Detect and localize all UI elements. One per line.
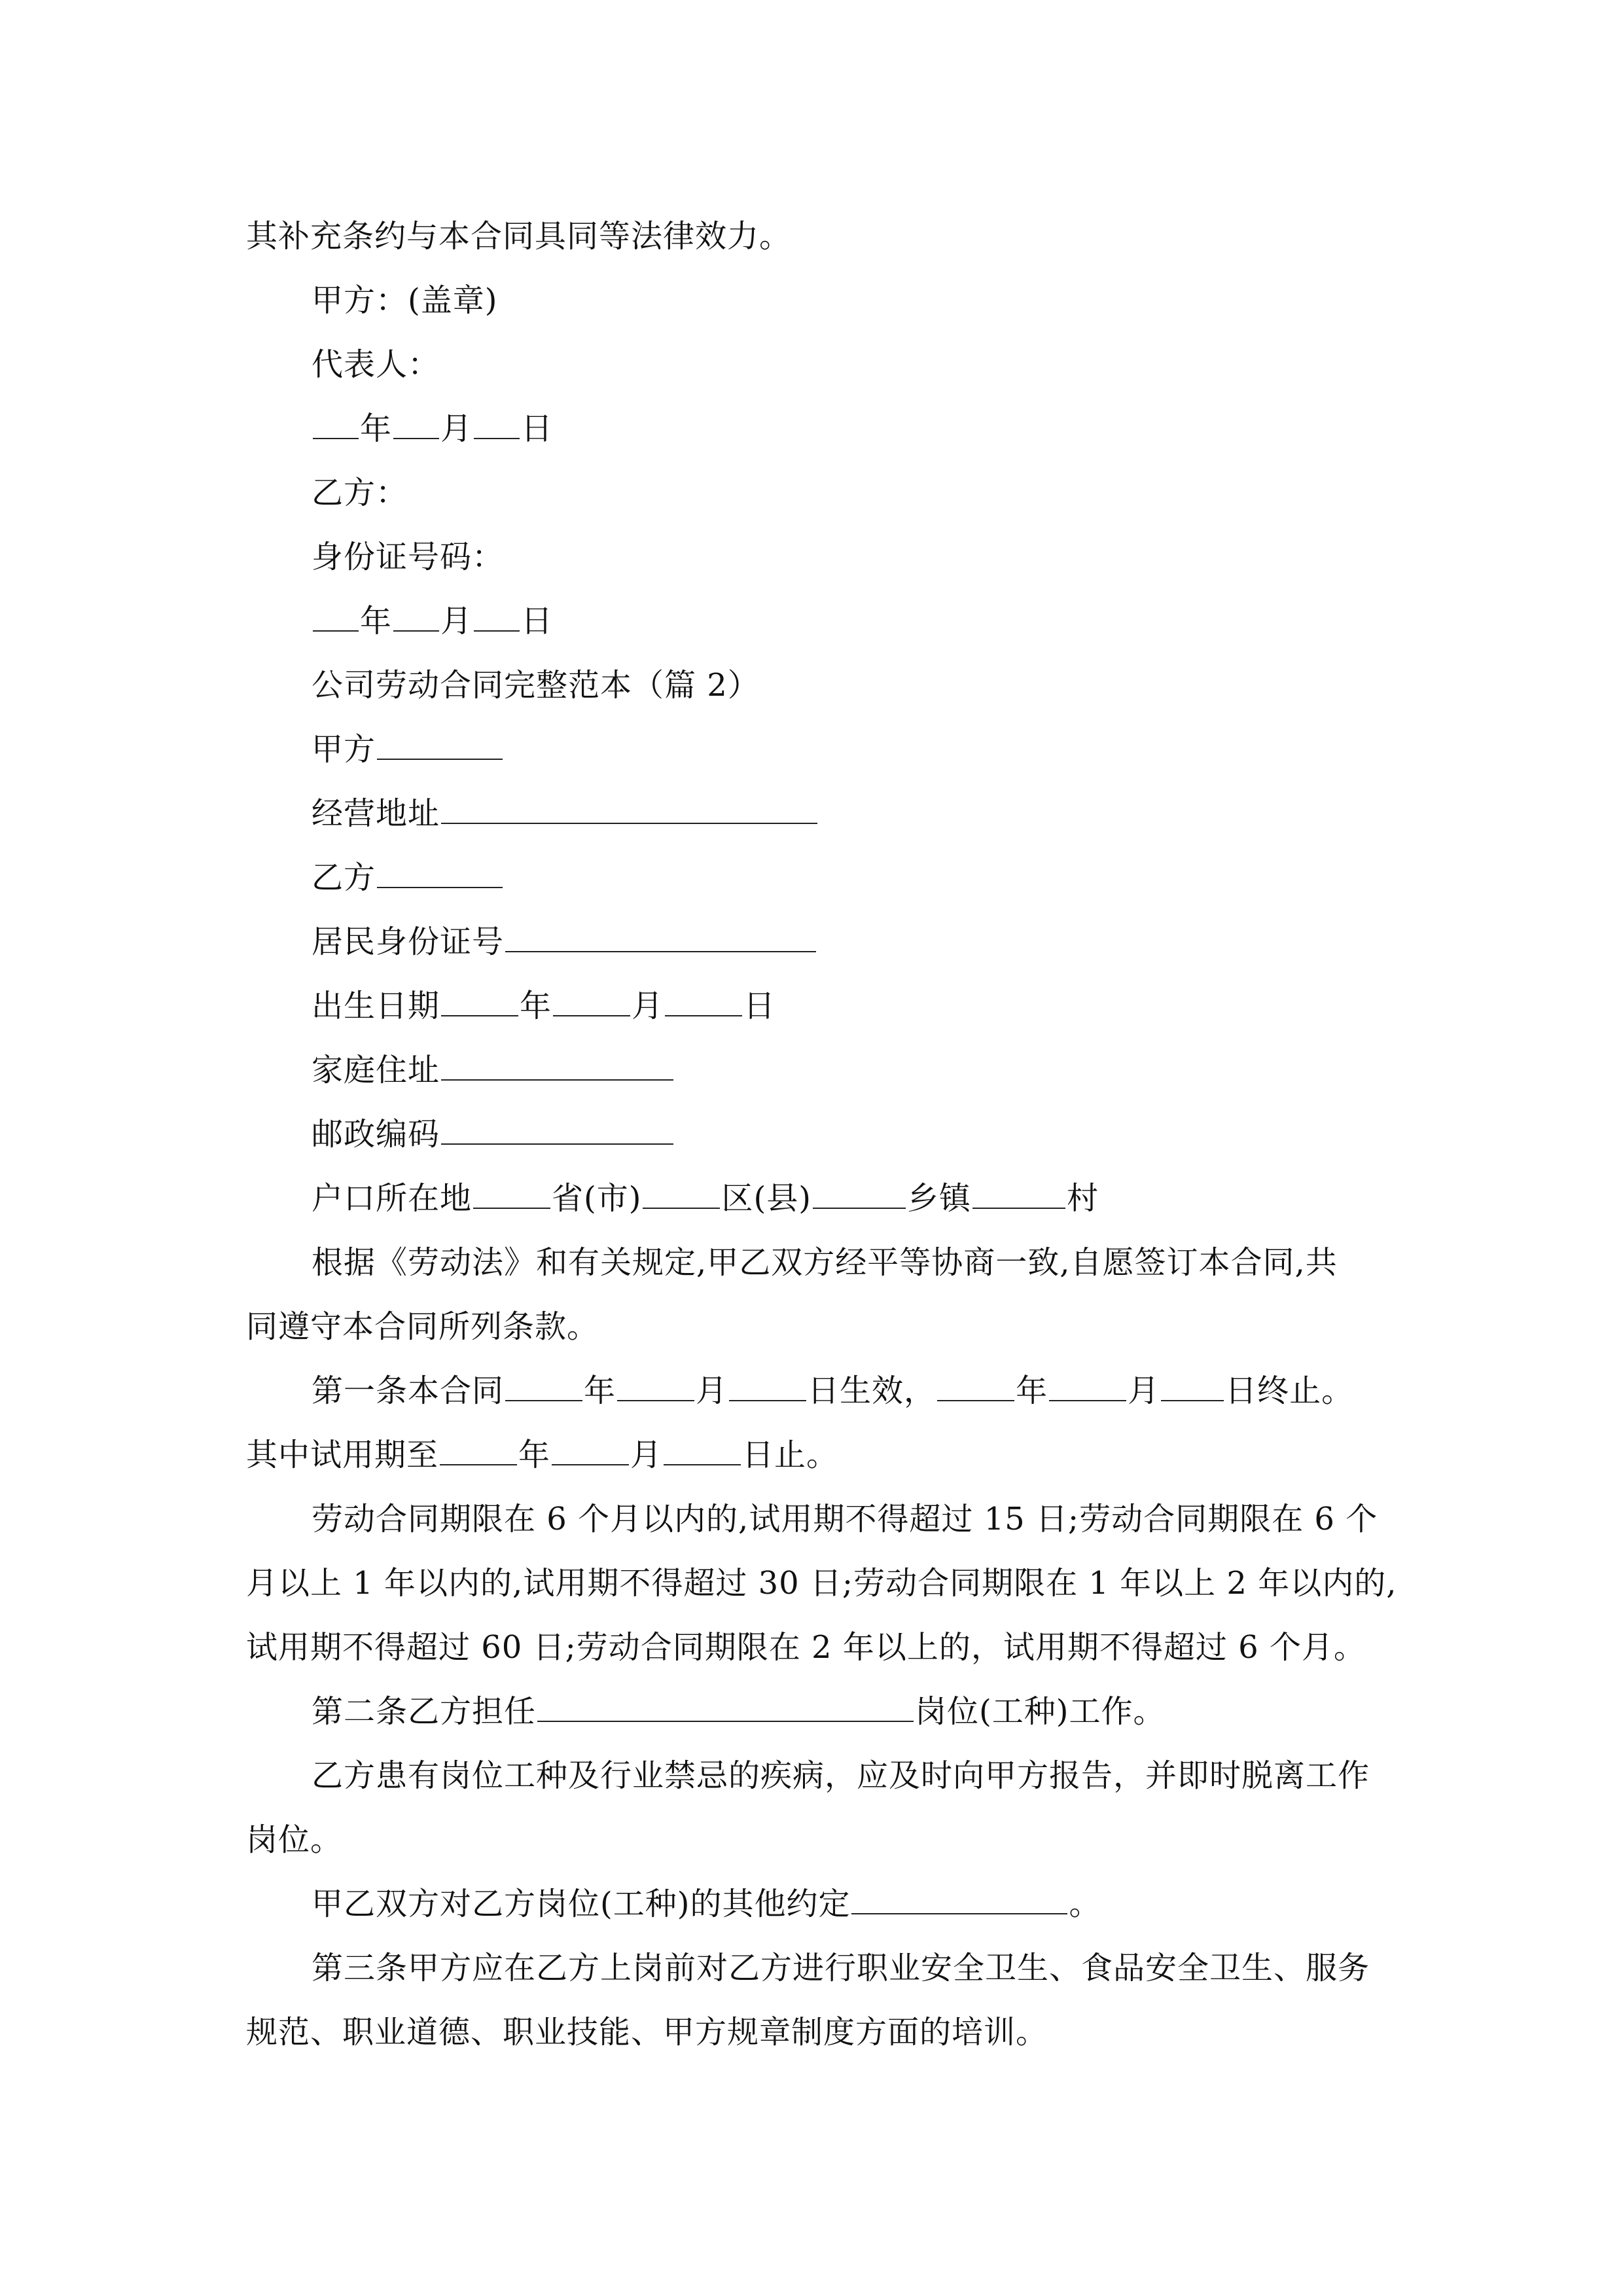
day-blank[interactable] xyxy=(474,412,520,439)
other-agreement-blank[interactable] xyxy=(851,1887,1067,1914)
article-two-line: 第二条乙方担任 岗位(工种)工作。 xyxy=(312,1693,1166,1730)
village-blank[interactable] xyxy=(972,1181,1065,1209)
end-year-blank[interactable] xyxy=(937,1374,1014,1401)
section-heading: 公司劳动合同完整范本（篇 2） xyxy=(312,667,760,704)
paragraph-line: 其补充条约与本合同具同等法律效力。 xyxy=(246,218,792,255)
township-blank[interactable] xyxy=(813,1181,906,1209)
document-body xyxy=(246,204,1397,2064)
start-day-blank[interactable] xyxy=(729,1374,806,1401)
postal-code-blank[interactable] xyxy=(441,1117,673,1145)
probation-month-blank[interactable] xyxy=(552,1438,629,1465)
party-b-field: 乙方 xyxy=(246,846,1378,910)
party-b-line: 乙方： xyxy=(312,475,408,511)
paragraph-line: 第三条甲方应在乙方上岗前对乙方进行职业安全卫生、食品安全卫生、服务 xyxy=(312,1950,1370,1986)
article-one-line: 第一条本合同 年 月 日生效， 年 月 日终止。 xyxy=(312,1372,1354,1409)
date-line-1: 年 月 日 xyxy=(246,397,1378,461)
month-blank[interactable] xyxy=(393,412,439,439)
probation-year-blank[interactable] xyxy=(440,1438,517,1465)
resident-id-blank[interactable] xyxy=(505,925,816,952)
postal-code-field: 邮政编码 xyxy=(246,1102,1378,1166)
paragraph-line: 规范、职业道德、职业技能、甲方规章制度方面的培训。 xyxy=(246,2014,1048,2051)
id-number-line: 身份证号码： xyxy=(312,539,505,575)
date-line-2: 年 月 日 xyxy=(246,589,1378,653)
business-address-blank[interactable] xyxy=(441,797,817,824)
day-blank[interactable] xyxy=(474,604,520,632)
paragraph-line: 同遵守本合同所列条款。 xyxy=(246,1308,599,1345)
paragraph-line: 根据《劳动法》和有关规定,甲乙双方经平等协商一致,自愿签订本合同,共 xyxy=(312,1244,1338,1281)
probation-line: 其中试用期至 年 月 日止。 xyxy=(246,1437,839,1473)
paragraph-line: 月以上 1 年以内的,试用期不得超过 30 日;劳动合同期限在 1 年以上 2 年以内的, xyxy=(246,1565,1397,1602)
party-a-field: 甲方 xyxy=(246,717,1378,781)
home-address-blank[interactable] xyxy=(441,1053,673,1081)
probation-day-blank[interactable] xyxy=(664,1438,741,1465)
month-blank[interactable] xyxy=(393,604,439,632)
end-day-blank[interactable] xyxy=(1161,1374,1224,1401)
position-blank[interactable] xyxy=(537,1695,914,1722)
birth-month-blank[interactable] xyxy=(553,989,630,1016)
year-blank[interactable] xyxy=(313,604,359,632)
party-b-blank[interactable] xyxy=(377,861,503,888)
paragraph-line: 岗位。 xyxy=(246,1821,343,1858)
birth-day-blank[interactable] xyxy=(665,989,742,1016)
business-address-field: 经营地址 xyxy=(246,781,1378,846)
paragraph-line: 试用期不得超过 60 日;劳动合同期限在 2 年以上的，试用期不得超过 6 个月。 xyxy=(246,1629,1366,1666)
paragraph-line: 乙方患有岗位工种及行业禁忌的疾病，应及时向甲方报告，并即时脱离工作 xyxy=(312,1757,1370,1794)
end-month-blank[interactable] xyxy=(1049,1374,1126,1401)
start-year-blank[interactable] xyxy=(505,1374,582,1401)
province-blank[interactable] xyxy=(473,1181,550,1209)
year-blank[interactable] xyxy=(313,412,359,439)
other-agreement-line: 甲乙双方对乙方岗位(工种)的其他约定 。 xyxy=(312,1886,1101,1922)
birth-year-blank[interactable] xyxy=(441,989,518,1016)
party-a-seal-line: 甲方：(盖章) xyxy=(312,282,498,319)
birth-date-field: 出生日期 年 月 日 xyxy=(312,988,776,1024)
party-a-blank[interactable] xyxy=(377,732,503,760)
paragraph-line: 劳动合同期限在 6 个月以内的,试用期不得超过 15 日;劳动合同期限在 6 个 xyxy=(312,1501,1378,1537)
resident-id-field: 居民身份证号 xyxy=(246,910,1378,974)
household-registration-field: 户口所在地 省(市) 区(县) 乡镇 村 xyxy=(312,1180,1099,1217)
home-address-field: 家庭住址 xyxy=(246,1038,1378,1102)
representative-line: 代表人： xyxy=(312,346,440,383)
district-blank[interactable] xyxy=(643,1181,720,1209)
start-month-blank[interactable] xyxy=(617,1374,694,1401)
